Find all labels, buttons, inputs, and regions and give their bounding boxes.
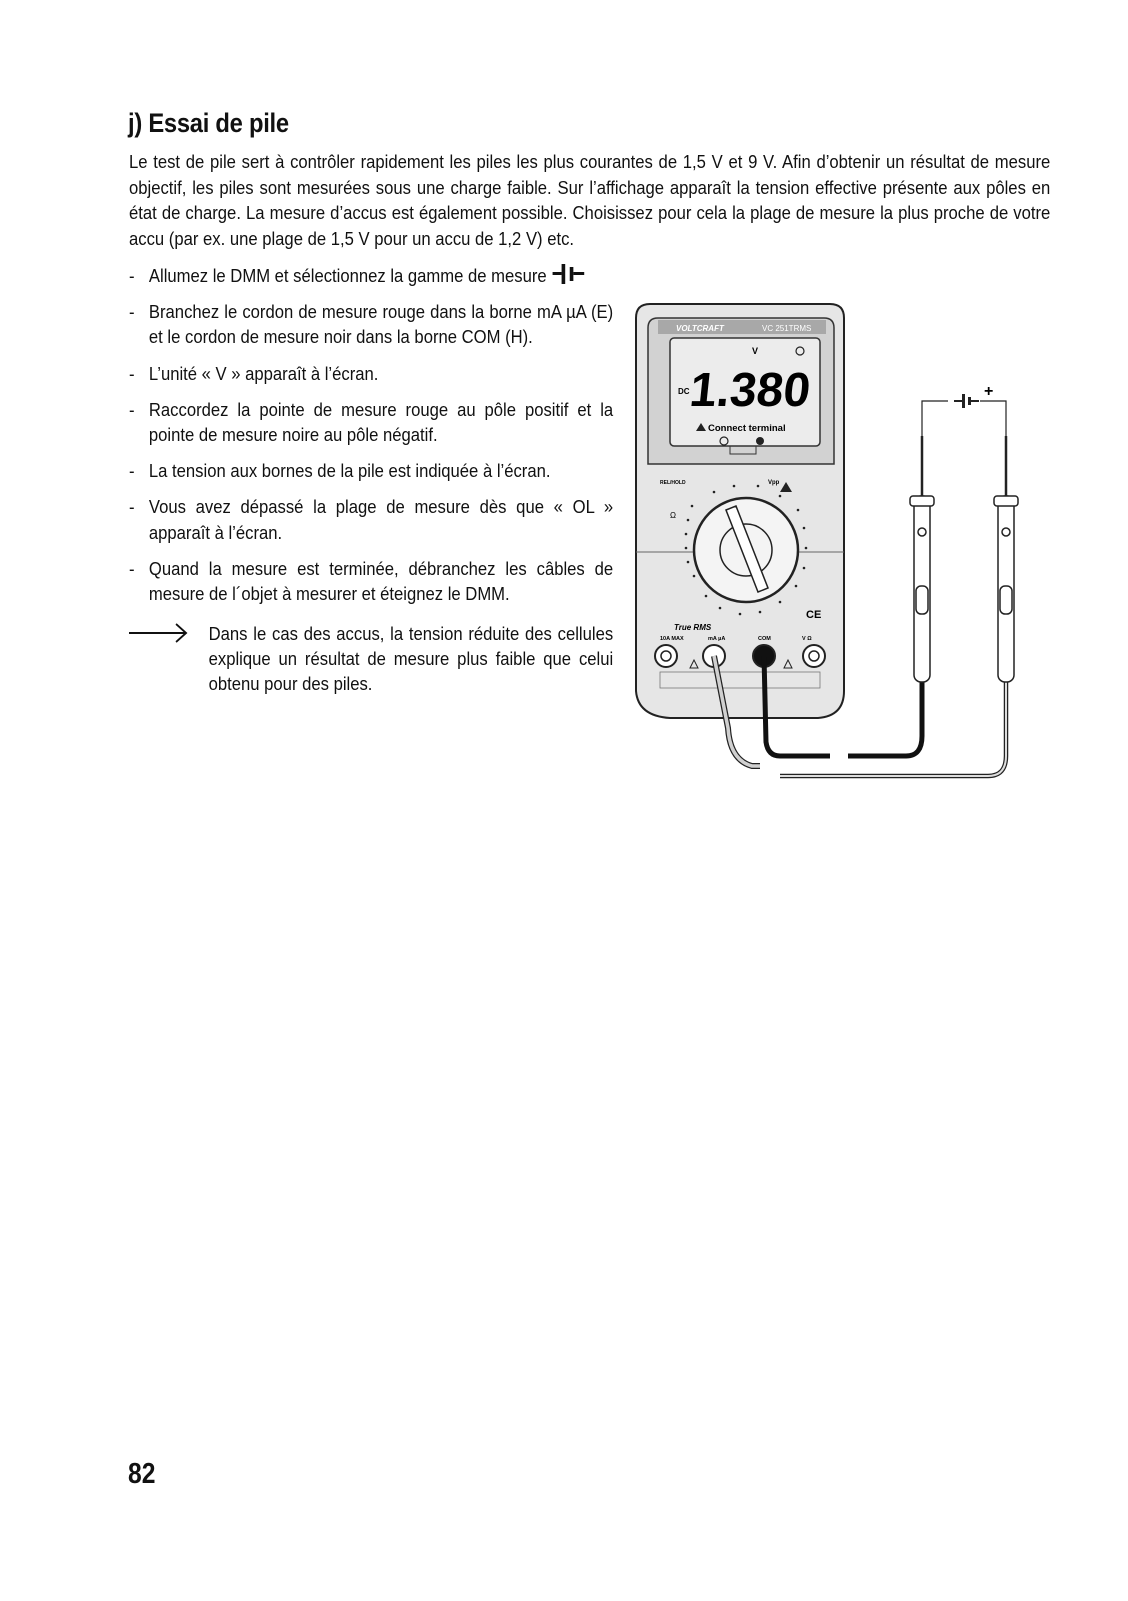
step-text: Raccordez la pointe de mesure rouge au pôle positif et la pointe de mesure noire au pôle négatif. xyxy=(148,398,614,446)
step-item: - Vous avez dépassé la plage de mesure dès que « OL » apparaît à l’écran. xyxy=(129,496,614,543)
svg-text:CE: CE xyxy=(806,609,822,621)
lcd-reading: 1.380 xyxy=(687,363,814,417)
arrow-right-icon xyxy=(129,622,189,644)
steps-list xyxy=(129,263,613,617)
step-text: Quand la mesure est terminée, débranchez les câbles de mesure de l´objet à mesurer et éteignez le DMM. xyxy=(148,557,614,605)
positive-terminal-label: + xyxy=(984,383,994,400)
selector-label: Vpp xyxy=(768,480,780,486)
step-item: - Allumez le DMM et sélectionnez la gamme de mesure xyxy=(129,263,613,288)
red-probe xyxy=(994,436,1018,682)
step-item: - Quand la mesure est terminée, débranchez les câbles de mesure de l´objet à mesurer et éteignez le DMM. xyxy=(129,557,614,605)
step-item: - La tension aux bornes de la pile est indiquée à l’écran. xyxy=(129,460,551,482)
svg-text:REL/HOLD: REL/HOLD xyxy=(660,480,686,486)
step-item: - Raccordez la pointe de mesure rouge au pôle positif et la pointe de mesure noire au pôle négatif. xyxy=(129,398,614,446)
jack-label: COM xyxy=(758,636,771,642)
jack-label: 10A MAX xyxy=(660,636,684,642)
warning-text: Connect terminal xyxy=(708,423,786,434)
step-text: Allumez le DMM et sélectionnez la gamme de mesure xyxy=(148,265,547,286)
true-rms-label: True RMS xyxy=(674,623,712,632)
unit-label: V xyxy=(752,346,759,356)
multimeter-illustration xyxy=(630,296,1050,786)
step-item: - L’unité « V » apparaît à l’écran. xyxy=(129,362,379,384)
note-text: Dans le cas des accus, la tension réduite des cellules explique un résultat de mesure plus faible que celui obtenu pour des piles. xyxy=(208,623,614,695)
jack-label: mA µA xyxy=(708,636,726,642)
battery-test-icon xyxy=(552,264,585,284)
black-probe xyxy=(910,436,934,682)
svg-text:Ω: Ω xyxy=(670,511,676,520)
mode-label: DC xyxy=(678,387,690,396)
page-number: 82 xyxy=(128,1458,156,1490)
meter-model: VC 251TRMS xyxy=(762,324,812,333)
note-block xyxy=(129,621,613,697)
step-text: La tension aux bornes de la pile est indiquée à l’écran. xyxy=(148,460,551,482)
intro-paragraph: Le test de pile sert à contrôler rapidement les piles les plus courantes de 1,5 V et 9 V. Afin d’obtenir un résultat de mesure objectif, les piles sont mesurées sous une charge faible. Sur l’affichage apparaît la tension effective présente aux pôles en état de charge. La mesure d’accus est également possible. Choisissez pour cela la plage de mesure la plus proche de votre accu (par ex. une plage de 1,5 V pour un accu de 1,2 V) etc. xyxy=(129,151,1051,250)
battery-symbol xyxy=(954,394,979,408)
meter-brand: VOLTCRAFT xyxy=(676,324,724,333)
step-text: Vous avez dépassé la plage de mesure dès que « OL » apparaît à l’écran. xyxy=(148,496,614,543)
section-title: j) Essai de pile xyxy=(128,108,289,138)
step-text: Branchez le cordon de mesure rouge dans la borne mA µA (E) et le cordon de mesure noir dans la borne COM (H). xyxy=(148,301,614,348)
step-text: L’unité « V » apparaît à l’écran. xyxy=(148,362,379,384)
jack-label: V Ω xyxy=(802,636,812,642)
step-item: - Branchez le cordon de mesure rouge dans la borne mA µA (E) et le cordon de mesure noir dans la borne COM (H). xyxy=(129,301,614,348)
